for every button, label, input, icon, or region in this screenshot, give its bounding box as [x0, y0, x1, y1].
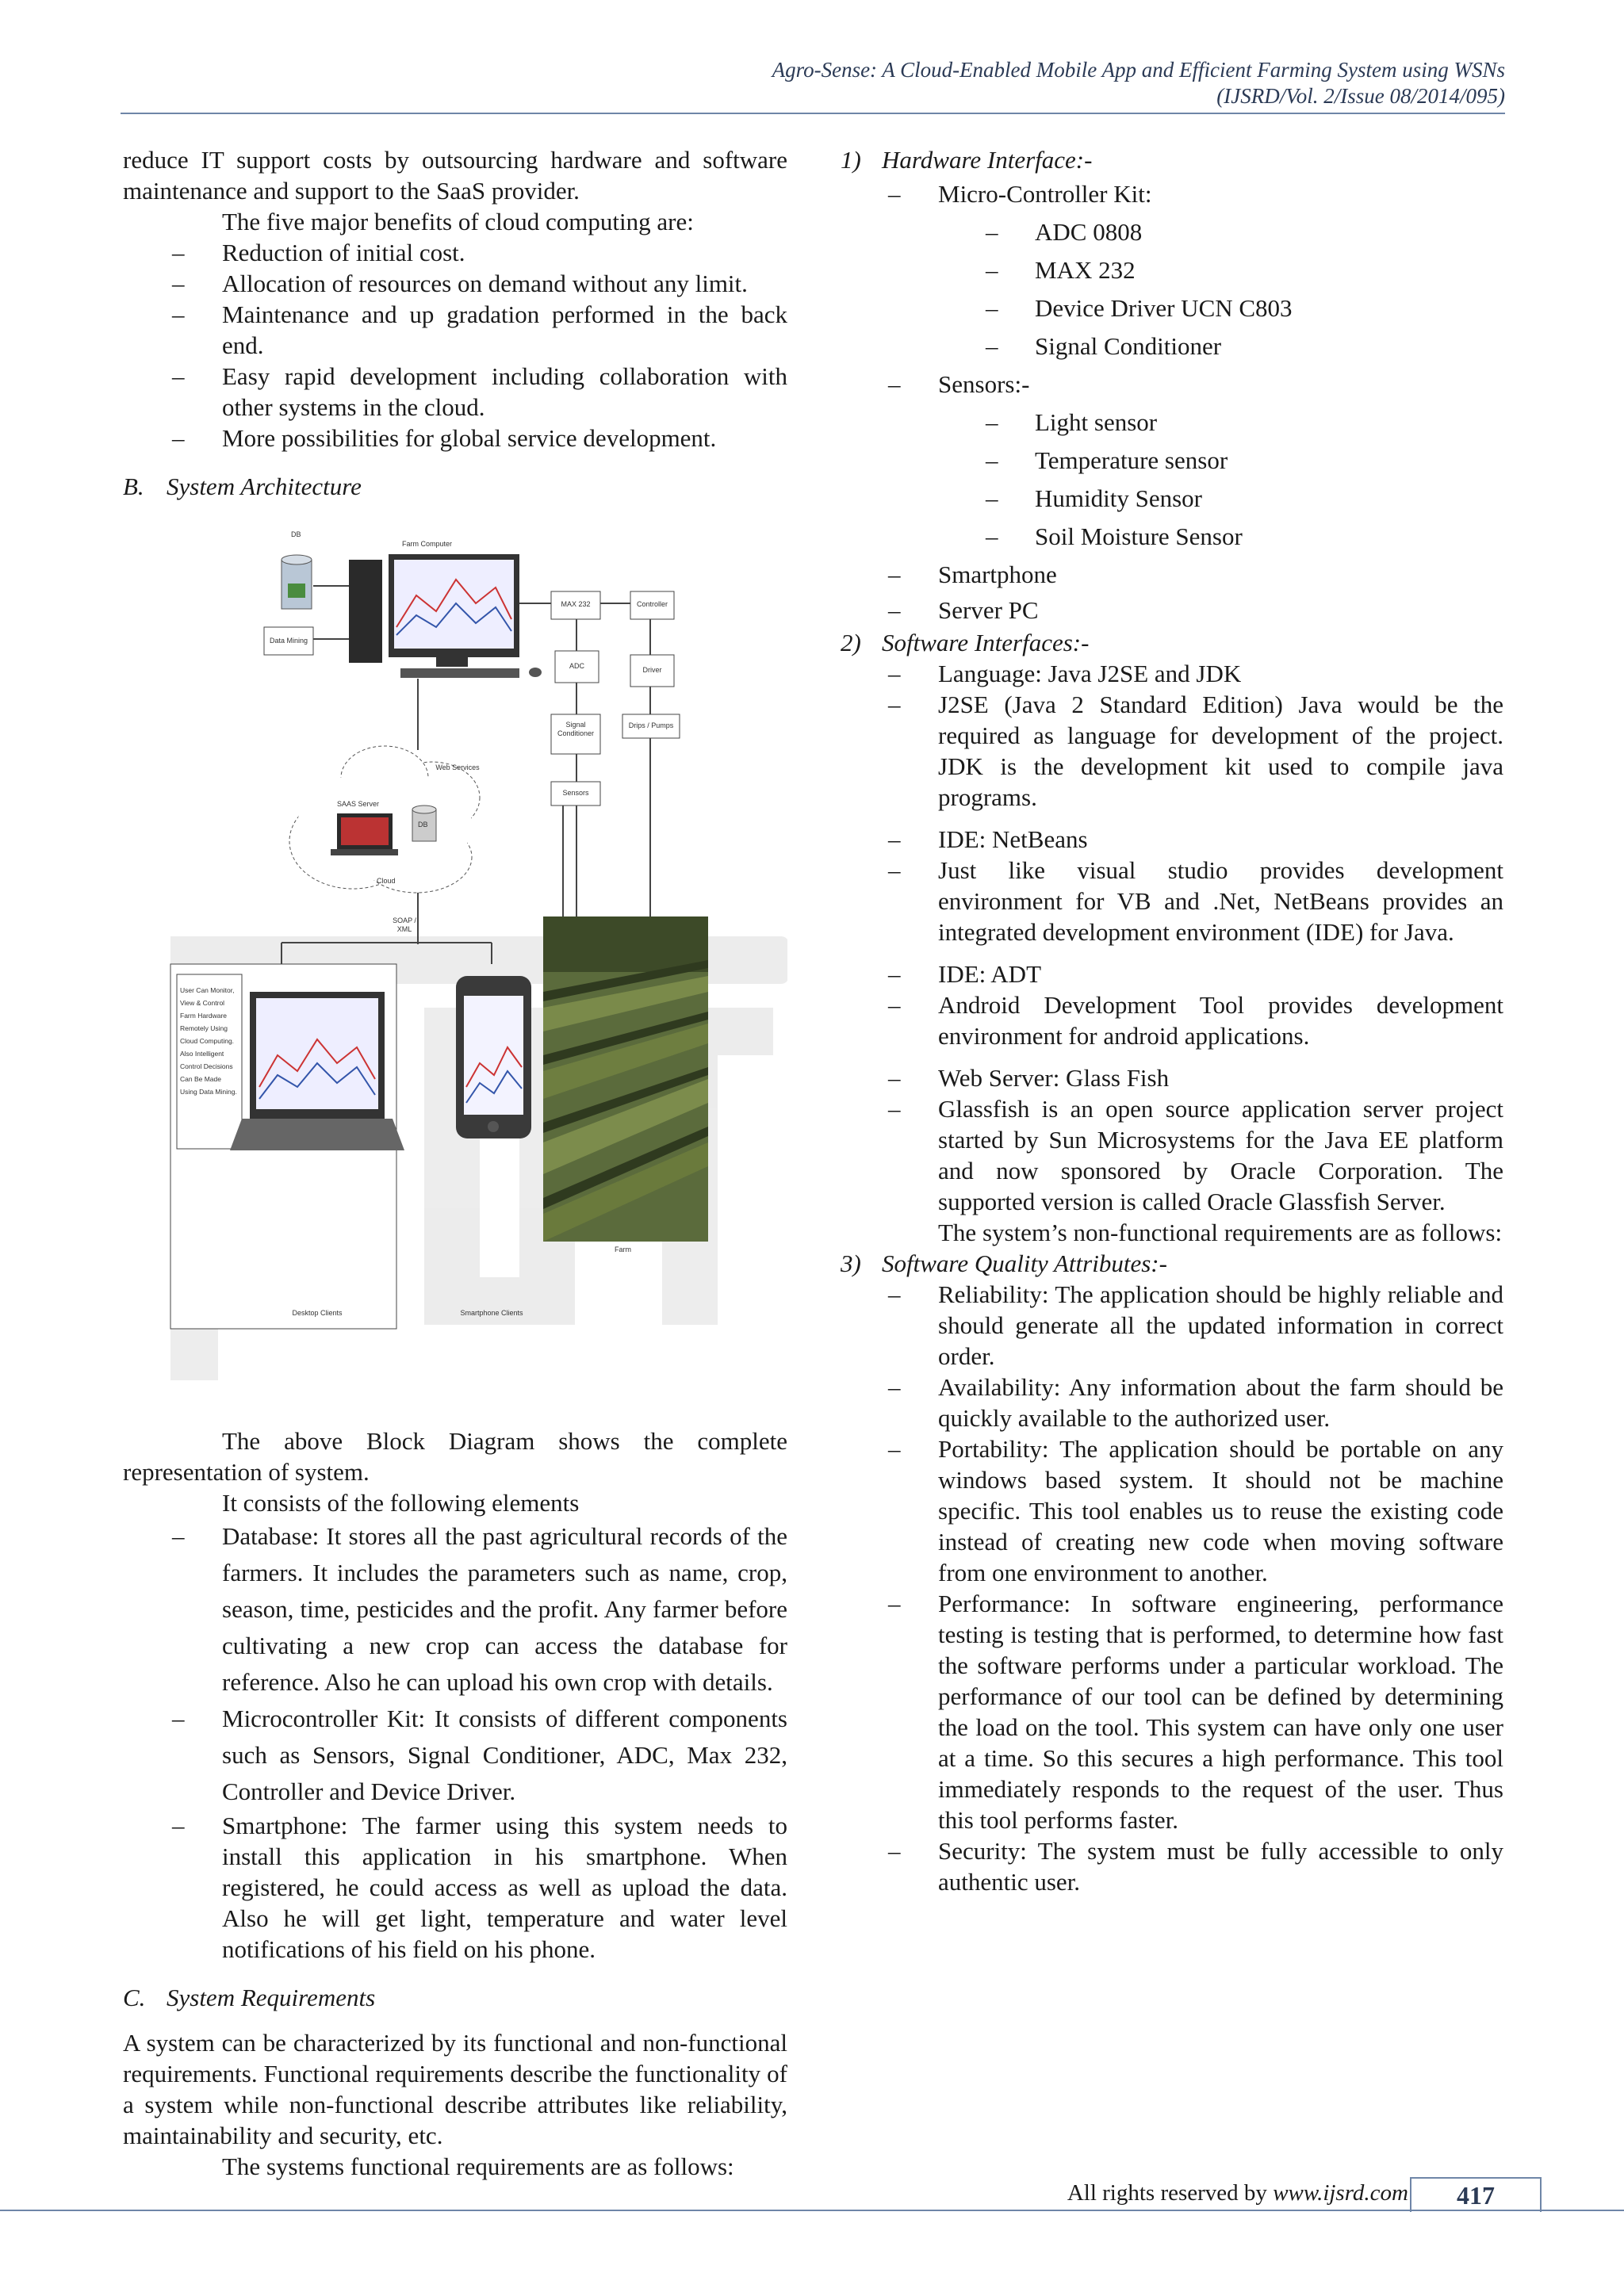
fig-label-farm-computer: Farm Computer	[402, 540, 453, 548]
list-item: – Smartphone	[839, 556, 1503, 594]
software-list-java	[839, 658, 1503, 813]
list-item: – Web Server: Glass Fish	[839, 1062, 1503, 1093]
footer-rights: All rights reserved by www.ijsrd.com	[1067, 2180, 1408, 2206]
micro-controller-list	[839, 213, 1503, 365]
system-architecture-figure	[123, 516, 787, 1432]
hardware-list	[839, 175, 1503, 213]
section-b-heading: B. System Architecture	[123, 473, 362, 500]
software-list-adt	[839, 959, 1503, 1051]
list-item: – Glassfish is an open source application server project started by Sun Microsystems for the Java EE platform and now sponsored by Oracle Corporation. The supported version is called Oracle Glassfish Server.	[839, 1093, 1503, 1217]
header-title: Agro-Sense: A Cloud-Enabled Mobile App and Efficient Farming System using WSNs	[772, 58, 1505, 82]
right-column	[839, 144, 1503, 1897]
paragraph-functional-intro: The systems functional requirements are as follows:	[222, 2152, 734, 2180]
quality-attributes-heading: 3) Software Quality Attributes:-	[841, 1249, 1167, 1277]
fig-label-smartphone-clients: Smartphone Clients	[460, 1309, 523, 1317]
list-item: – ADC 0808	[839, 213, 1503, 251]
list-item: – Android Development Tool provides development environment for android applications.	[839, 989, 1503, 1051]
farm-computer-icon	[349, 554, 542, 678]
fig-label-cloud: Cloud	[377, 877, 396, 885]
list-item: – Reliability: The application should be highly reliable and should generate all the updated information in correct order.	[839, 1279, 1503, 1372]
paragraph-requirements: A system can be characterized by its functional and non-functional requirements. Functional requirements describe the functionality of a system while non-functional describe attributes like reliability, maintainability and security, etc.	[123, 2029, 787, 2149]
running-header	[772, 57, 1505, 109]
fig-label-sensors: Sensors	[562, 789, 589, 797]
list-item: – J2SE (Java 2 Standard Edition) Java would be the required as language for development of the project. JDK is the development kit used to compile java programs.	[839, 689, 1503, 813]
paragraph-elements-intro: It consists of the following elements	[222, 1489, 580, 1517]
list-item: – IDE: ADT	[839, 959, 1503, 989]
device-list	[839, 556, 1503, 627]
footer-rule	[0, 2210, 1624, 2211]
fig-label-adc: ADC	[569, 662, 584, 670]
fig-label-db: DB	[291, 530, 301, 538]
fig-label-web-services: Web Services	[435, 763, 480, 771]
footer-site-link[interactable]: www.ijsrd.com	[1273, 2180, 1408, 2206]
list-item: – Allocation of resources on demand without any limit.	[123, 268, 787, 299]
paragraph-nonfunctional-intro: The system’s non-functional requirements are as follows:	[938, 1219, 1503, 1246]
list-item: – Light sensor	[839, 404, 1503, 442]
sensor-list	[839, 404, 1503, 556]
list-item: – IDE: NetBeans	[839, 824, 1503, 855]
list-item: – Sensors:-	[839, 365, 1503, 404]
list-item: – Portability: The application should be portable on any windows based system. It should not be machine specific. This tool enables us to reuse the existing code instead of creating new code when moving software from one environment to another.	[839, 1433, 1503, 1588]
fig-label-max232: MAX 232	[561, 600, 591, 608]
header-rule	[121, 113, 1505, 114]
db-icon	[282, 555, 312, 609]
list-item: – Performance: In software engineering, performance testing is testing that is performed, to determine how fast the software performs under a particular workload. The performance of our tool can be defined by determining the load on the tool. This system can have only one user at a time. So this secures a high performance. This tool immediately responds to the request of the user. Thus this tool performs faster.	[839, 1588, 1503, 1835]
desktop-client-icon	[230, 992, 404, 1150]
benefits-list	[123, 237, 787, 453]
farm-photo	[543, 916, 708, 1242]
fig-user-note: User Can Monitor, View & Control Farm Hardware Remotely Using Cloud Computing. Also Intelligent Control Decisions Can Be Made Using Data Mining.	[180, 986, 237, 1096]
sensors-heading-list	[839, 365, 1503, 404]
list-item: – Microcontroller Kit: It consists of different components such as Sensors, Signal Conditioner, ADC, Max 232, Controller and Device Driver.	[123, 1701, 787, 1810]
architecture-diagram	[123, 516, 787, 1432]
fig-label-farm: Farm	[615, 1246, 631, 1253]
fig-label-driver: Driver	[642, 666, 662, 674]
list-item: – Signal Conditioner	[839, 327, 1503, 365]
header-journal: (IJSRD/Vol. 2/Issue 08/2014/095)	[1216, 84, 1505, 108]
list-item: – Maintenance and up gradation performed in the back end.	[123, 299, 787, 361]
list-item: – Server PC	[839, 594, 1503, 627]
list-item: – Smartphone: The farmer using this system needs to install this application in his smartphone. When registered, he could access as well as upload the data. Also he will get light, temperature and water level notifications of his field on his phone.	[123, 1810, 787, 1965]
fig-label-db2: DB	[418, 821, 428, 828]
list-item: – Humidity Sensor	[839, 480, 1503, 518]
software-list-glassfish	[839, 1062, 1503, 1217]
fig-label-soap: SOAP / XML	[393, 916, 416, 933]
list-item: – Language: Java J2SE and JDK	[839, 658, 1503, 689]
fig-label-data-mining: Data Mining	[269, 637, 308, 645]
paragraph-block-diagram: The above Block Diagram shows the complete representation of system.	[123, 1427, 787, 1486]
fig-label-saas-server: SAAS Server	[337, 800, 380, 808]
list-item: – Micro-Controller Kit:	[839, 175, 1503, 213]
fig-label-desktop-clients: Desktop Clients	[292, 1309, 343, 1317]
section-c-heading: C. System Requirements	[123, 1984, 376, 2011]
fig-label-signal-conditioner: Signal Conditioner	[557, 721, 595, 737]
hardware-interface-heading: 1) Hardware Interface:-	[841, 146, 1093, 174]
list-item: – Reduction of initial cost.	[123, 237, 787, 268]
list-item: – More possibilities for global service development.	[123, 423, 787, 453]
software-interfaces-heading: 2) Software Interfaces:-	[841, 629, 1090, 656]
list-item: – MAX 232	[839, 251, 1503, 289]
list-item: – Easy rapid development including collaboration with other systems in the cloud.	[123, 361, 787, 423]
paragraph-saas: reduce IT support costs by outsourcing hardware and software maintenance and support to the SaaS provider.	[123, 146, 787, 205]
paragraph-benefits-intro: The five major benefits of cloud computing are:	[222, 208, 694, 235]
left-column	[123, 144, 787, 2182]
fig-label-drips-pumps: Drips / Pumps	[628, 721, 674, 729]
fig-label-controller: Controller	[636, 600, 668, 608]
page-number: 417	[1410, 2177, 1542, 2212]
list-item: – Database: It stores all the past agricultural records of the farmers. It includes the parameters such as name, crop, season, time, pesticides and the profit. Any farmer before cultivating a new crop can access the database for reference. Also he can upload his own crop with details.	[123, 1518, 787, 1701]
list-item: – Availability: Any information about the farm should be quickly available to the authorized user.	[839, 1372, 1503, 1433]
elements-list	[123, 1518, 787, 1965]
software-list-netbeans	[839, 824, 1503, 947]
list-item: – Temperature sensor	[839, 442, 1503, 480]
list-item: – Just like visual studio provides development environment for VB and .Net, NetBeans provides an integrated development environment (IDE) for Java.	[839, 855, 1503, 947]
list-item: – Security: The system must be fully accessible to only authentic user.	[839, 1835, 1503, 1897]
quality-list	[839, 1279, 1503, 1897]
smartphone-client-icon	[456, 976, 531, 1138]
list-item: – Soil Moisture Sensor	[839, 518, 1503, 556]
list-item: – Device Driver UCN C803	[839, 289, 1503, 327]
